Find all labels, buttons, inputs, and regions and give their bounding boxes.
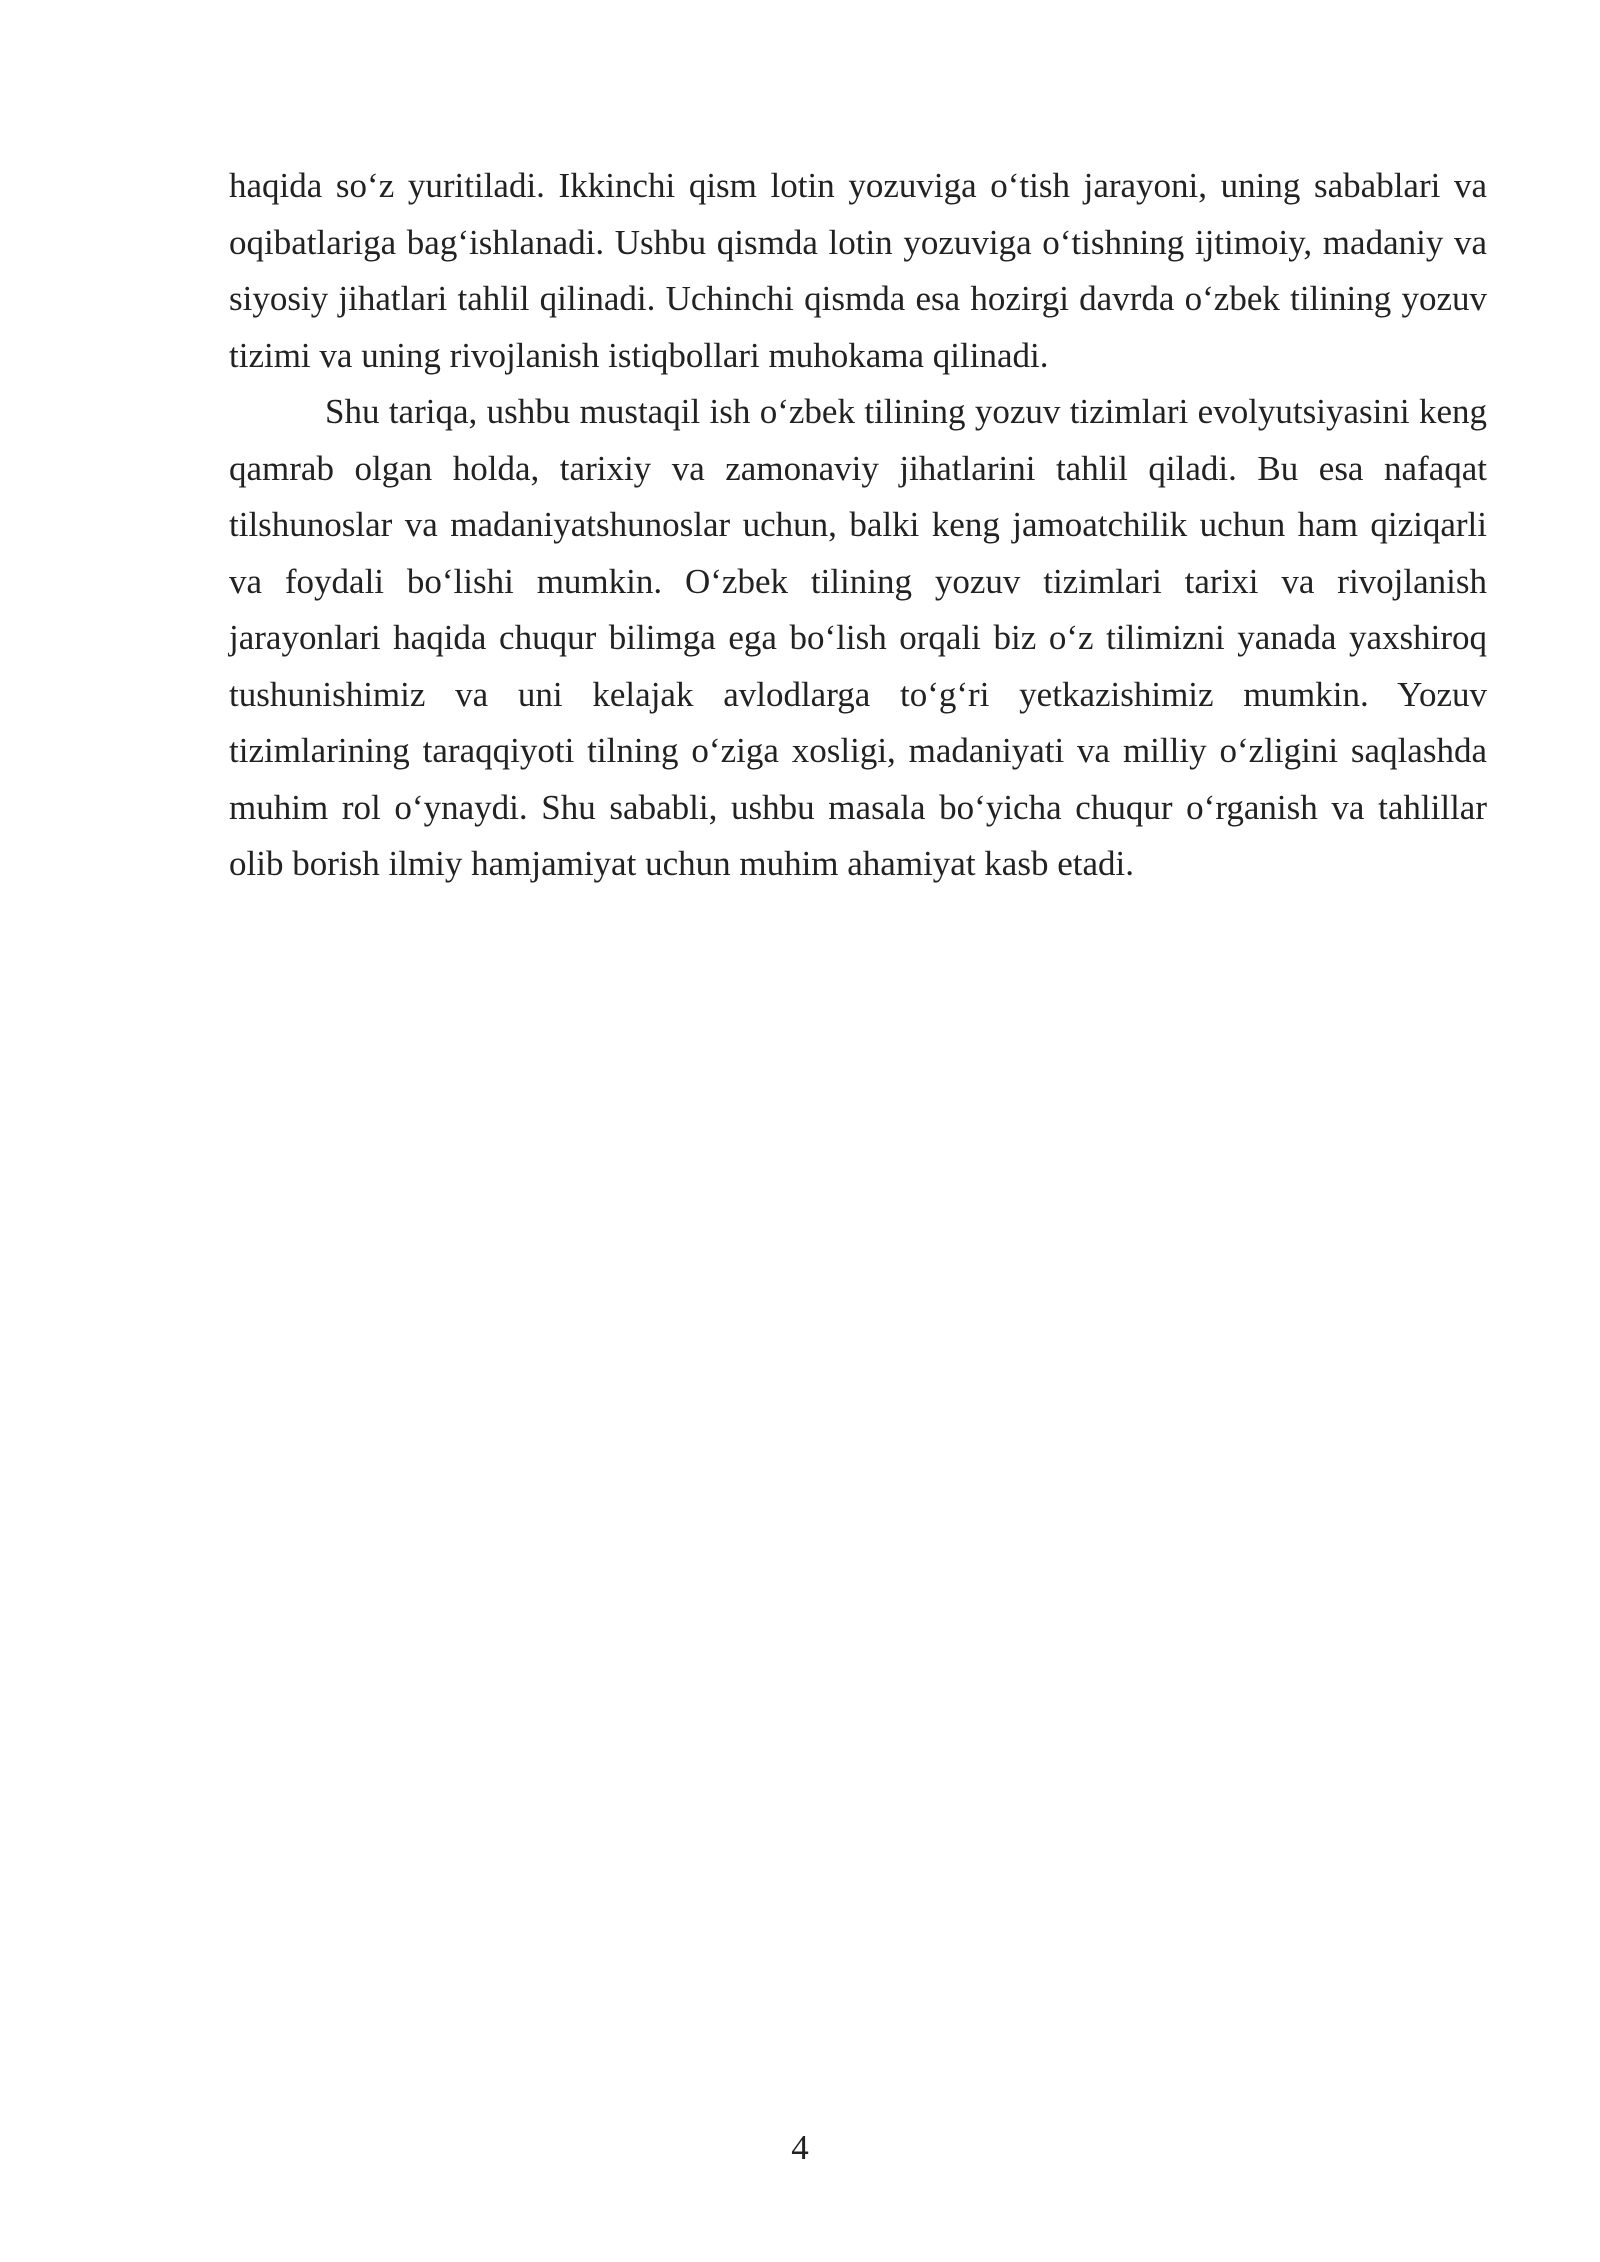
paragraph-conclusion: Shu tariqa, ushbu mustaqil ish oʻzbek tilining yozuv tizimlari evolyutsiyasini keng qamrab olgan holda, tarixiy va zamonaviy jihatlarini tahlil qiladi. Bu esa nafaqat tilshunoslar va madaniyatshunoslar uchun, balki keng jamoatchilik uchun ham qiziqarli va foydali boʻlishi mumkin. Oʻzbek tilining yozuv tizimlari tarixi va rivojlanish jarayonlari haqida chuqur bilimga ega boʻlish orqali biz oʻz tilimizni yanada yaxshiroq tushunishimiz va uni kelajak avlodlarga toʻgʻri yetkazishimiz mumkin. Yozuv tizimlarining taraqqiyoti tilning oʻziga xosligi, madaniyati va milliy oʻzligini saqlashda muhim rol oʻynaydi. Shu sababli, ushbu masala boʻyicha chuqur oʻrganish va tahlillar olib borish ilmiy hamjamiyat uchun muhim ahamiyat kasb etadi.	[229, 392, 1487, 883]
page-number: 4	[791, 2128, 809, 2167]
body-text	[229, 158, 1487, 893]
paragraph-continuation: haqida soʻz yuritiladi. Ikkinchi qism lotin yozuviga oʻtish jarayoni, uning sabablari va oqibatlariga bagʻishlanadi. Ushbu qismda lotin yozuviga oʻtishning ijtimoiy, madaniy va siyosiy jihatlari tahlil qilinadi. Uchinchi qismda esa hozirgi davrda oʻzbek tilining yozuv tizimi va uning rivojlanish istiqbollari muhokama qilinadi.	[229, 166, 1487, 375]
